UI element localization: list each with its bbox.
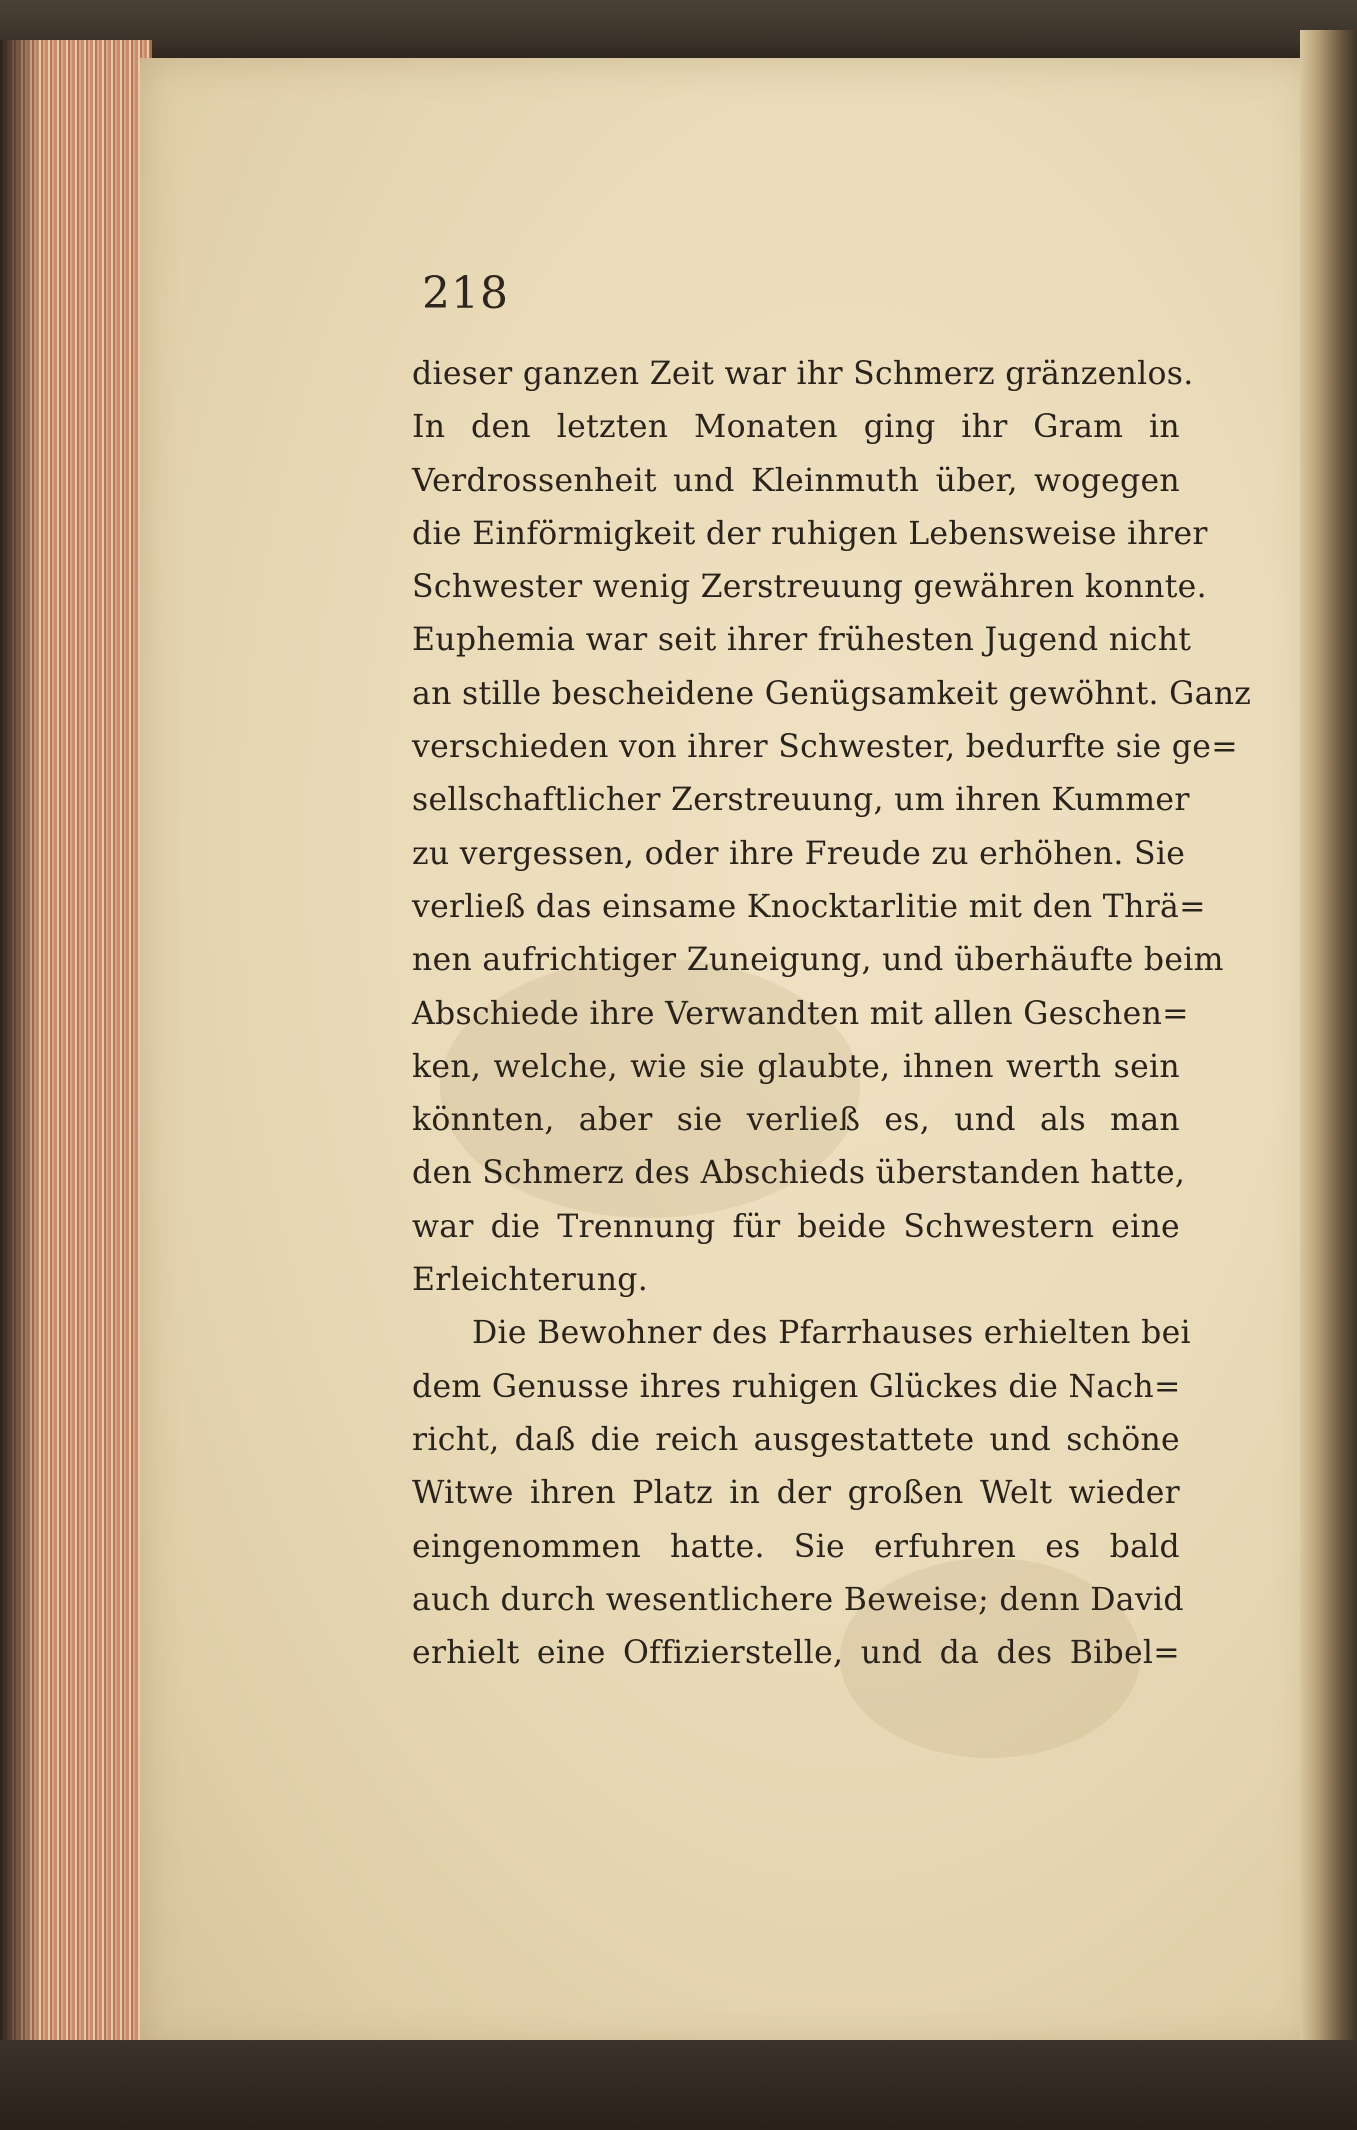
top-shadow-band [0,0,1357,62]
text-line: nen aufrichtiger Zuneigung, und überhäufte beim [412,942,1224,979]
paragraph-2 [412,1307,1191,1680]
body-text [412,348,1252,1680]
text-line: Verdrossenheit und Kleinmuth über, wogegen [412,462,1180,499]
text-line: ken, welche, wie sie glaubte, ihnen werth sein [412,1048,1180,1085]
text-line: Erleichterung. [412,1262,649,1299]
text-line: richt, daß die reich ausgestattete und schöne [412,1421,1180,1458]
text-line: eingenommen hatte. Sie erfuhren es bald [412,1528,1180,1565]
binding-gutter [1300,30,1357,2090]
text-line: war die Trennung für beide Schwestern eine [412,1208,1180,1245]
text-line: dieser ganzen Zeit war ihr Schmerz gränzenlos. [412,356,1194,392]
text-line: In den letzten Monaten ging ihr Gram in [412,409,1180,446]
edge-shadow [0,40,40,2070]
text-line: zu vergessen, oder ihre Freude zu erhöhen. Sie [412,835,1186,872]
text-line: Schwester wenig Zerstreuung gewähren konnte. [412,569,1207,606]
page-number: 218 [422,268,509,319]
text-line: an stille bescheidene Genügsamkeit gewöhnt. Ganz [412,675,1252,712]
text-line: die Einförmigkeit der ruhigen Lebensweise ihrer [412,515,1208,552]
paragraph-1 [412,348,1252,1307]
text-line: dem Genusse ihres ruhigen Glückes die Nach= [412,1368,1181,1405]
text-line: Euphemia war seit ihrer frühesten Jugend nicht [412,622,1192,659]
text-line: könnten, aber sie verließ es, und als man [412,1102,1180,1139]
text-line: den Schmerz des Abschieds überstanden hatte, [412,1155,1186,1192]
text-line: sellschaftlicher Zerstreuung, um ihren Kummer [412,782,1190,819]
text-line: auch durch wesentlichere Beweise; denn David [412,1581,1184,1618]
text-line: Die Bewohner des Pfarrhauses erhielten bei [472,1315,1191,1352]
text-line: verschieden von ihrer Schwester, bedurfte sie ge= [412,729,1238,766]
bottom-shadow-band [0,2040,1357,2130]
text-line: erhielt eine Offizierstelle, und da des Bibel= [412,1635,1180,1672]
text-line: verließ das einsame Knocktarlitie mit den Thrä= [412,888,1206,925]
text-line: Abschiede ihre Verwandten mit allen Geschen= [412,995,1189,1032]
text-line: Witwe ihren Platz in der großen Welt wieder [412,1475,1180,1512]
